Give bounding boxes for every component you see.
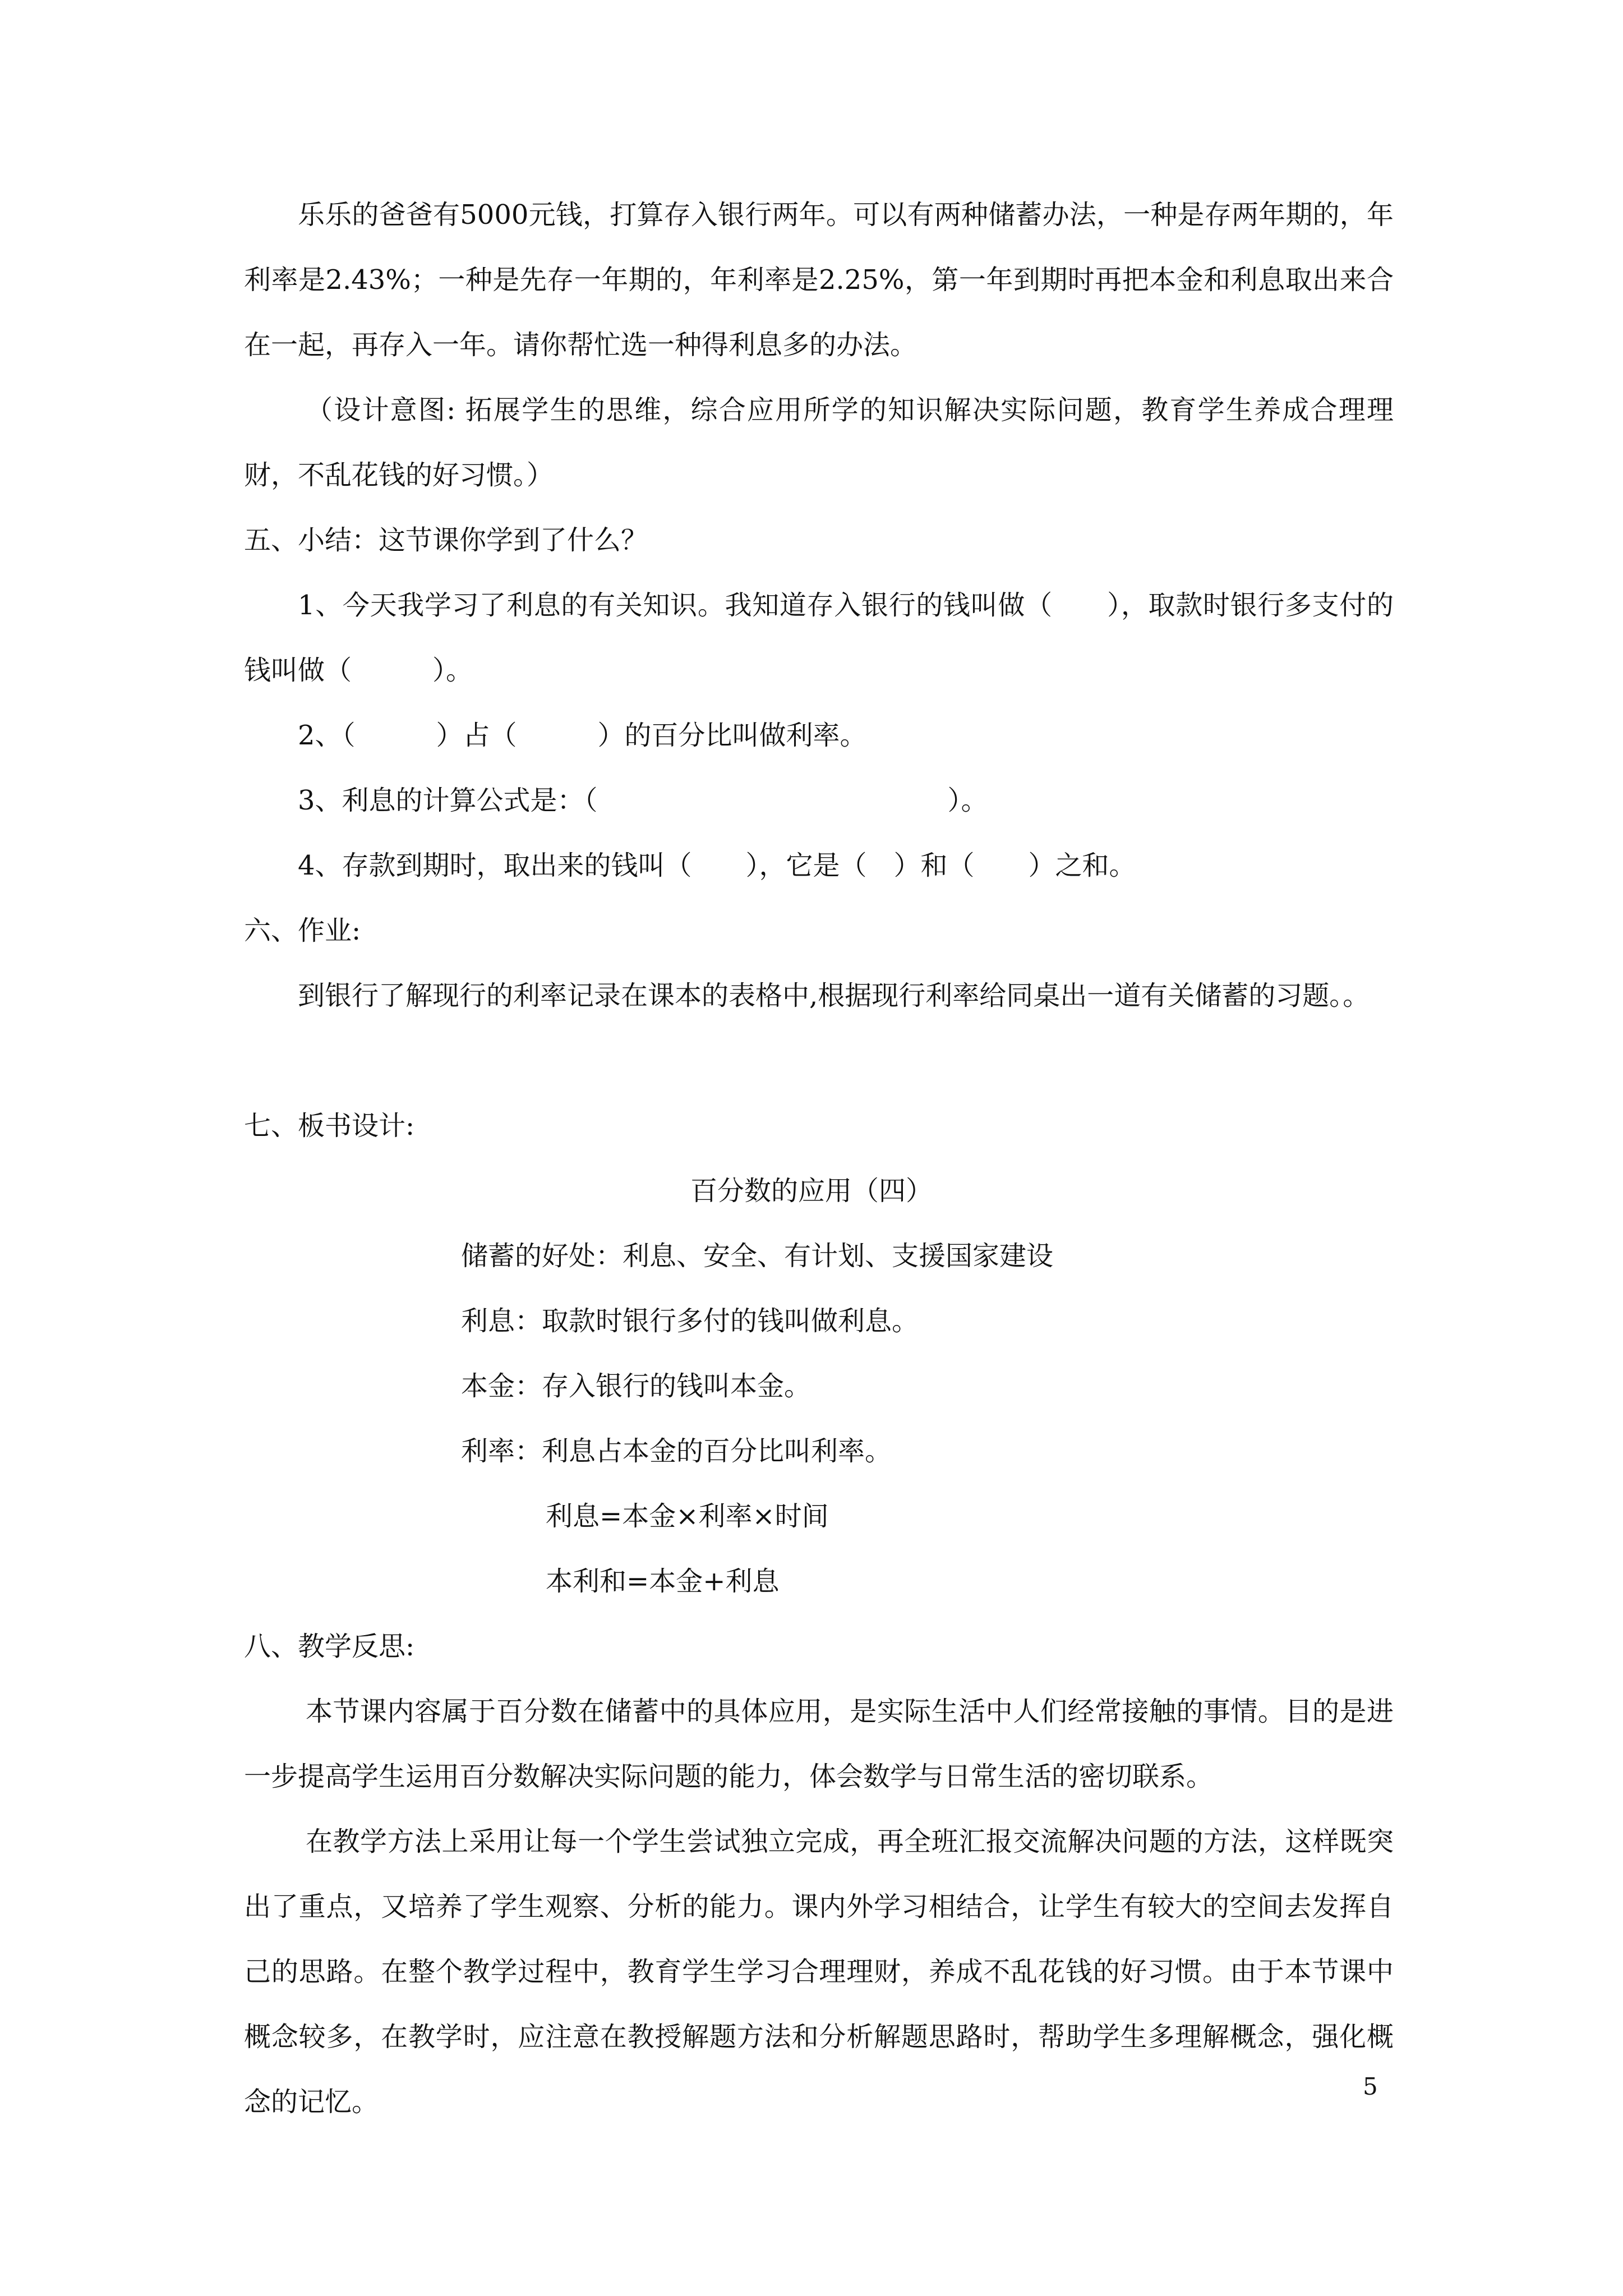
board-formula-interest: 利息=本金×利率×时间 [546,1501,829,1532]
board-line-rate: 利率：利息占本金的百分比叫利率。 [461,1435,892,1467]
page-number: 5 [1363,2073,1378,2100]
board-formula-total: 本利和=本金+利息 [546,1566,780,1597]
section5-question1: 1、今天我学习了利息的有关知识。我知道存入银行的钱叫做（ ），取款时银行多支付的钱叫做（ ）。 [244,590,1394,686]
section6-heading: 六、作业: [244,915,361,946]
section5-question4: 4、存款到期时，取出来的钱叫（ ），它是（ ）和（ ）之和。 [298,850,1136,881]
board-line-principal: 本金：存入银行的钱叫本金。 [461,1370,811,1402]
section5-heading: 五、小结：这节课你学到了什么？ [244,524,648,556]
board-title: 百分数的应用（四） [690,1175,933,1207]
section8-heading: 八、教学反思: [244,1631,415,1662]
reflection-paragraph-1: 本节课内容属于百分数在储蓄中的具体应用，是实际生活中人们经常接触的事情。目的是进一步提高学生运用百分数解决实际问题的能力，体会数学与日常生活的密切联系。 [244,1696,1394,1792]
section5-question3: 3、利息的计算公式是：（ ）。 [298,785,988,816]
reflection-paragraph-2: 在教学方法上采用让每一个学生尝试独立完成，再全班汇报交流解决问题的方法，这样既突出了重点，又培养了学生观察、分析的能力。课内外学习相结合，让学生有较大的空间去发挥自己的思路。在整个教学过程中，教育学生学习合理理财，养成不乱花钱的好习惯。由于本节课中概念较多，在教学时，应注意在教授解题方法和分析解题思路时，帮助学生多理解概念，强化概念的记忆。 [244,1826,1394,2118]
board-line-benefits: 储蓄的好处：利息、安全、有计划、支援国家建设 [461,1240,1054,1272]
problem-paragraph: 乐乐的爸爸有5000元钱，打算存入银行两年。可以有两种储蓄办法，一种是存两年期的，年利率是2.43%；一种是先存一年期的，年利率是2.25%，第一年到期时再把本金和利息取出来合在一起，再存入一年。请你帮忙选一种得利息多的办法。 [244,199,1394,361]
section6-homework: 到银行了解现行的利率记录在课本的表格中,根据现行利率给同桌出一道有关储蓄的习题。。 [298,980,1370,1011]
section7-heading: 七、板书设计: [244,1110,415,1142]
board-line-interest: 利息：取款时银行多付的钱叫做利息。 [461,1305,919,1337]
design-intent-paragraph: （设计意图: 拓展学生的思维，综合应用所学的知识解决实际问题，教育学生养成合理理财，不乱花钱的好习惯。） [244,394,1394,491]
section5-question2: 2、（ ）占（ ）的百分比叫做利率。 [298,720,867,751]
